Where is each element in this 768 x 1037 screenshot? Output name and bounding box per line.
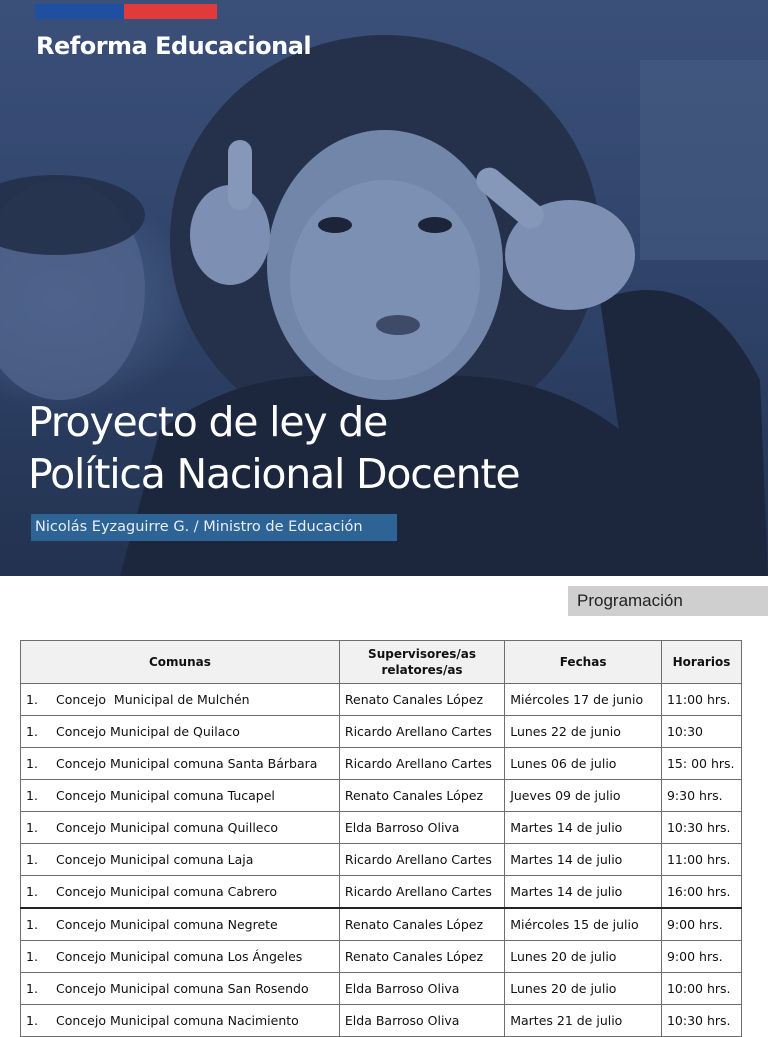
cell-fecha: Jueves 09 de julio bbox=[505, 780, 662, 812]
document-title bbox=[28, 396, 519, 500]
cell-fecha: Lunes 20 de julio bbox=[505, 973, 662, 1005]
comuna-name: Concejo Municipal comuna Negrete bbox=[56, 917, 278, 932]
cell-fecha: Lunes 06 de julio bbox=[505, 748, 662, 780]
table-row bbox=[21, 812, 742, 844]
comuna-name: Concejo Municipal comuna Laja bbox=[56, 852, 254, 867]
cell-comuna bbox=[21, 844, 340, 876]
table-row bbox=[21, 973, 742, 1005]
cell-hora: 10:30 hrs. bbox=[661, 812, 741, 844]
header-comunas: Comunas bbox=[21, 641, 340, 684]
comuna-name: Concejo Municipal comuna Nacimiento bbox=[56, 1013, 299, 1028]
cell-fecha: Miércoles 15 de julio bbox=[505, 908, 662, 941]
document-title-line-1: Proyecto de ley de bbox=[28, 398, 388, 446]
comuna-name: Concejo Municipal comuna Quilleco bbox=[56, 820, 279, 835]
author-label: Nicolás Eyzaguirre G. / Ministro de Educación bbox=[31, 514, 397, 541]
cell-hora: 9:00 hrs. bbox=[661, 941, 741, 973]
table-row bbox=[21, 941, 742, 973]
brand-title: Reforma Educacional bbox=[36, 32, 312, 60]
header-horarios: Horarios bbox=[661, 641, 741, 684]
cell-fecha: Martes 21 de julio bbox=[505, 1005, 662, 1037]
cell-fecha: Lunes 22 de junio bbox=[505, 716, 662, 748]
cell-supervisor: Ricardo Arellano Cartes bbox=[339, 716, 504, 748]
table-header bbox=[21, 641, 742, 684]
comuna-name: Concejo Municipal de Quilaco bbox=[56, 724, 240, 739]
row-number: 1. bbox=[26, 788, 38, 803]
row-number: 1. bbox=[26, 1013, 38, 1028]
cell-hora: 16:00 hrs. bbox=[661, 876, 741, 909]
flag-blue-bar bbox=[35, 4, 124, 19]
table-row bbox=[21, 844, 742, 876]
table-body bbox=[21, 684, 742, 1037]
comuna-name: Concejo Municipal comuna Cabrero bbox=[56, 884, 278, 899]
cell-supervisor: Ricardo Arellano Cartes bbox=[339, 844, 504, 876]
document-title-line-2: Política Nacional Docente bbox=[28, 450, 520, 498]
flag-red-bar bbox=[124, 4, 217, 19]
cell-supervisor: Ricardo Arellano Cartes bbox=[339, 876, 504, 909]
row-number: 1. bbox=[26, 852, 38, 867]
cell-hora: 9:30 hrs. bbox=[661, 780, 741, 812]
cell-comuna bbox=[21, 684, 340, 716]
cell-comuna bbox=[21, 780, 340, 812]
cell-hora: 15: 00 hrs. bbox=[661, 748, 741, 780]
cell-comuna bbox=[21, 716, 340, 748]
row-number: 1. bbox=[26, 981, 38, 996]
section-label: Programación bbox=[568, 586, 768, 616]
cell-hora: 10:30 bbox=[661, 716, 741, 748]
cell-fecha: Miércoles 17 de junio bbox=[505, 684, 662, 716]
cell-hora: 11:00 hrs. bbox=[661, 844, 741, 876]
table-row bbox=[21, 748, 742, 780]
row-number: 1. bbox=[26, 692, 38, 707]
table-row bbox=[21, 1005, 742, 1037]
comuna-name: Concejo Municipal de Mulchén bbox=[56, 692, 250, 707]
cell-fecha: Martes 14 de julio bbox=[505, 844, 662, 876]
header-supervisores: Supervisores/as relatores/as bbox=[339, 641, 504, 684]
comuna-name: Concejo Municipal comuna Los Ángeles bbox=[56, 949, 303, 964]
row-number: 1. bbox=[26, 820, 38, 835]
table-row bbox=[21, 684, 742, 716]
comuna-name: Concejo Municipal comuna San Rosendo bbox=[56, 981, 309, 996]
table-row bbox=[21, 716, 742, 748]
cell-supervisor: Ricardo Arellano Cartes bbox=[339, 748, 504, 780]
cell-supervisor: Renato Canales López bbox=[339, 941, 504, 973]
cell-supervisor: Elda Barroso Oliva bbox=[339, 812, 504, 844]
cell-hora: 11:00 hrs. bbox=[661, 684, 741, 716]
row-number: 1. bbox=[26, 724, 38, 739]
comuna-name: Concejo Municipal comuna Santa Bárbara bbox=[56, 756, 318, 771]
cell-supervisor: Renato Canales López bbox=[339, 684, 504, 716]
table-row bbox=[21, 876, 742, 909]
cell-hora: 10:30 hrs. bbox=[661, 1005, 741, 1037]
table-row bbox=[21, 908, 742, 941]
cell-hora: 10:00 hrs. bbox=[661, 973, 741, 1005]
cell-comuna bbox=[21, 973, 340, 1005]
cell-comuna bbox=[21, 1005, 340, 1037]
cell-supervisor: Elda Barroso Oliva bbox=[339, 973, 504, 1005]
table-row bbox=[21, 780, 742, 812]
row-number: 1. bbox=[26, 884, 38, 899]
table-header-row bbox=[21, 641, 742, 684]
comuna-name: Concejo Municipal comuna Tucapel bbox=[56, 788, 275, 803]
cell-fecha: Lunes 20 de julio bbox=[505, 941, 662, 973]
cell-supervisor: Renato Canales López bbox=[339, 908, 504, 941]
cell-comuna bbox=[21, 908, 340, 941]
row-number: 1. bbox=[26, 949, 38, 964]
cell-supervisor: Elda Barroso Oliva bbox=[339, 1005, 504, 1037]
cell-hora: 9:00 hrs. bbox=[661, 908, 741, 941]
cell-fecha: Martes 14 de julio bbox=[505, 876, 662, 909]
cell-comuna bbox=[21, 748, 340, 780]
cell-comuna bbox=[21, 941, 340, 973]
cell-comuna bbox=[21, 876, 340, 909]
row-number: 1. bbox=[26, 917, 38, 932]
header-fechas: Fechas bbox=[505, 641, 662, 684]
cell-fecha: Martes 14 de julio bbox=[505, 812, 662, 844]
cell-comuna bbox=[21, 812, 340, 844]
flag-stripe bbox=[35, 4, 217, 19]
row-number: 1. bbox=[26, 756, 38, 771]
cell-supervisor: Renato Canales López bbox=[339, 780, 504, 812]
schedule-table bbox=[20, 640, 742, 1037]
